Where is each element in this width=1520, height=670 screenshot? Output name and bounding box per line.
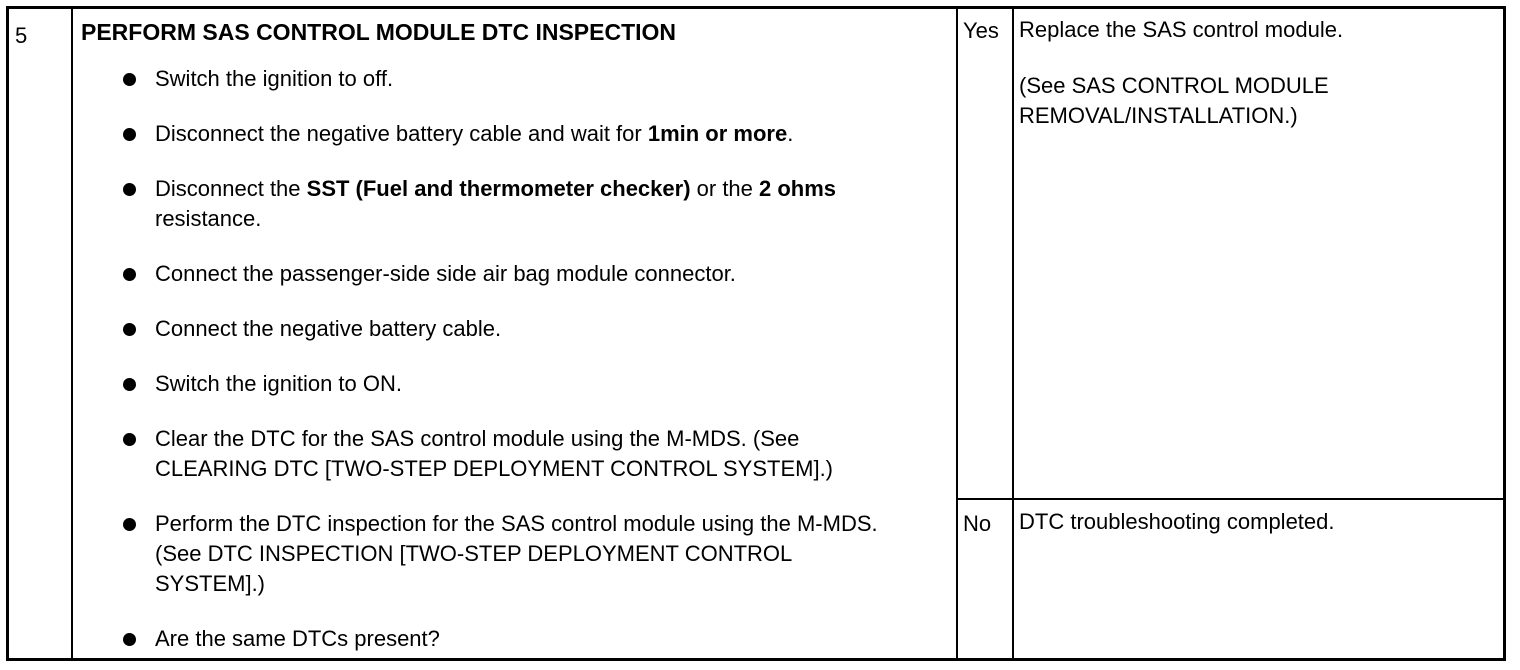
procedure-item-emphasis: 2 ohms xyxy=(759,176,837,201)
procedure-item-text: Clear the DTC for the SAS control module using the M-MDS. (See CLEARING DTC [TWO-STEP DEPLOYMENT CONTROL SYSTEM].) xyxy=(155,426,834,481)
bullet-icon xyxy=(123,323,136,336)
procedure-item-text: Are the same DTCs present? xyxy=(155,626,440,651)
result-no-action: DTC troubleshooting completed. xyxy=(1019,509,1335,534)
bullet-icon xyxy=(123,268,136,281)
bullet-icon xyxy=(123,73,136,86)
procedure-item xyxy=(115,64,895,94)
procedure-item-emphasis: 1min or more xyxy=(647,121,788,146)
procedure-item-text: Connect the passenger-side side air bag module connector. xyxy=(155,261,736,286)
procedure-item xyxy=(115,314,895,344)
bullet-icon xyxy=(123,183,136,196)
procedure-item-text: Perform the DTC inspection for the SAS control module using the M-MDS. (See DTC INSPECTION [TWO-STEP DEPLOYMENT CONTROL SYSTEM].) xyxy=(155,511,878,596)
procedure-list xyxy=(115,64,895,654)
result-yes-action: Replace the SAS control module. xyxy=(1019,17,1344,42)
procedure-item xyxy=(115,259,895,289)
result-yes-reference: (See SAS CONTROL MODULE REMOVAL/INSTALLATION.) xyxy=(1019,73,1329,128)
result-yes-label: Yes xyxy=(963,18,999,43)
result-row-divider xyxy=(956,498,1503,500)
procedure-item xyxy=(115,119,895,149)
procedure-item xyxy=(115,624,895,654)
procedure-item xyxy=(115,174,895,234)
bullet-icon xyxy=(123,433,136,446)
procedure-item-text: Connect the negative battery cable. xyxy=(155,316,502,341)
procedure-item-text: . xyxy=(787,121,794,146)
column-divider xyxy=(956,9,958,658)
procedure-item-text: Disconnect the xyxy=(155,176,307,201)
procedure-item-emphasis: SST (Fuel and thermometer checker) xyxy=(306,176,691,201)
column-divider xyxy=(1012,9,1014,658)
step-title: PERFORM SAS CONTROL MODULE DTC INSPECTION xyxy=(81,19,677,45)
troubleshooting-table xyxy=(6,6,1506,661)
step-number: 5 xyxy=(15,23,28,48)
procedure-item xyxy=(115,369,895,399)
bullet-icon xyxy=(123,633,136,646)
procedure-item-text: Switch the ignition to off. xyxy=(155,66,394,91)
procedure-item-text: resistance. xyxy=(155,206,262,231)
procedure-item xyxy=(115,509,895,599)
bullet-icon xyxy=(123,378,136,391)
result-no-label: No xyxy=(963,511,992,536)
procedure-item-text: Switch the ignition to ON. xyxy=(155,371,403,396)
procedure-item-text: or the xyxy=(690,176,760,201)
bullet-icon xyxy=(123,518,136,531)
bullet-icon xyxy=(123,128,136,141)
column-divider xyxy=(71,9,73,658)
procedure-item-text: Disconnect the negative battery cable and wait for xyxy=(155,121,648,146)
procedure-item xyxy=(115,424,895,484)
